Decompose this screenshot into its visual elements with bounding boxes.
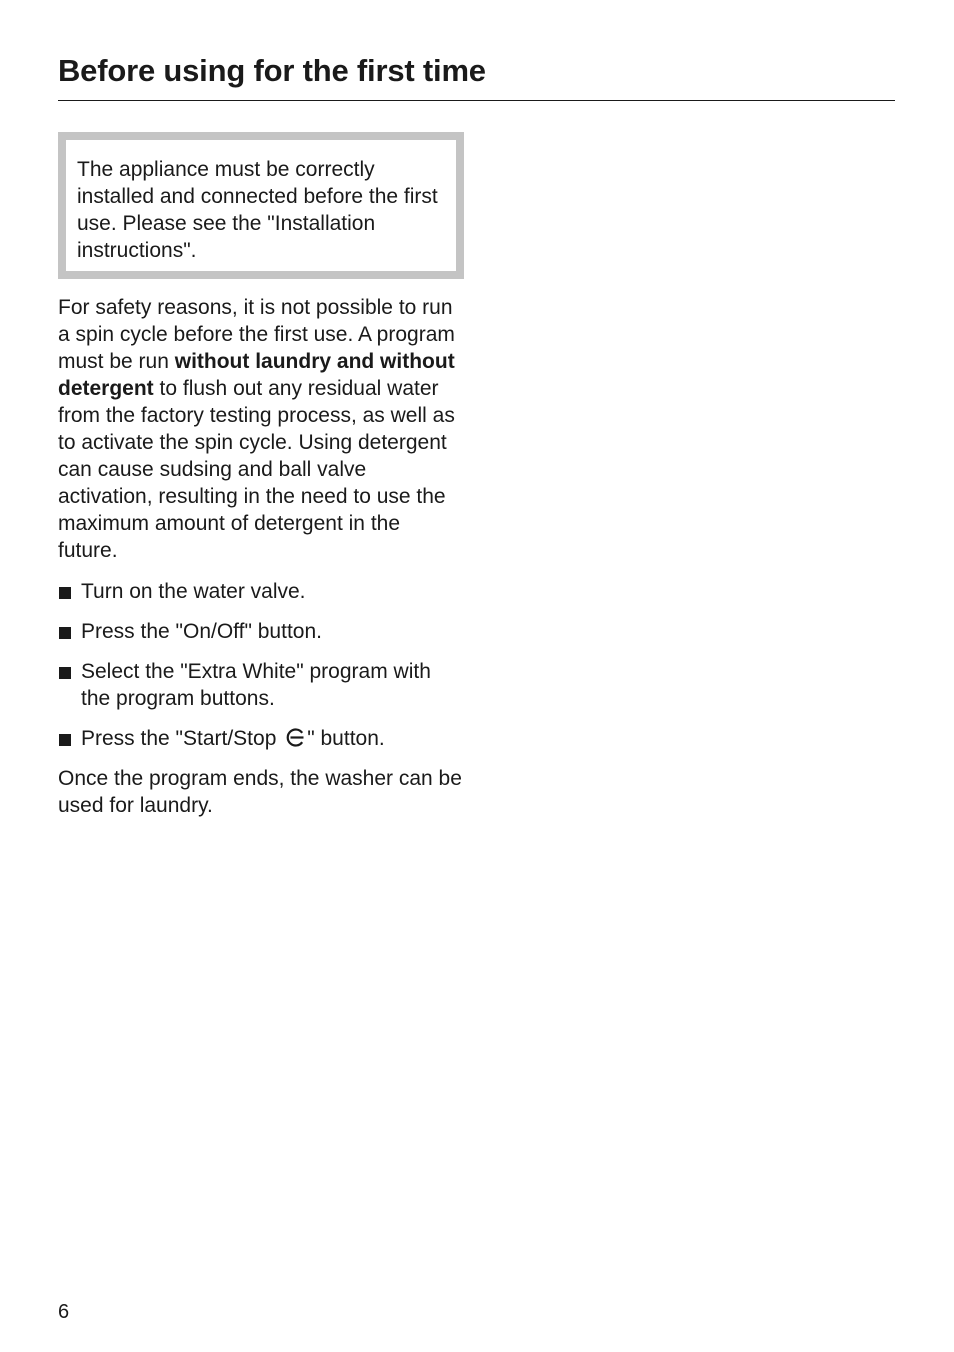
- step-text-before: Press the "Start/Stop: [81, 727, 283, 750]
- step-text: Select the "Extra White" program with the program buttons.: [81, 660, 431, 710]
- step-item: [58, 618, 464, 645]
- main-column: [58, 132, 464, 819]
- step-item: [58, 658, 464, 712]
- intro-text-2: to flush out any residual water from the factory testing process, as well as to activate the spin cycle. Using detergent can cause sudsing and ball valve activation, resulting in the need to use the maximum amount of detergent in the future.: [58, 377, 455, 562]
- step-text: Press the "On/Off" button.: [81, 620, 322, 643]
- square-bullet-icon: [59, 587, 71, 599]
- square-bullet-icon: [59, 627, 71, 639]
- intro-paragraph: [58, 294, 464, 564]
- page-number: 6: [58, 1301, 70, 1323]
- page-title: Before using for the first time: [58, 53, 486, 88]
- square-bullet-icon: [59, 734, 71, 746]
- square-bullet-icon: [59, 667, 71, 679]
- step-item: [58, 725, 464, 752]
- notice-box: [58, 132, 464, 279]
- step-text-after: " button.: [307, 727, 385, 750]
- intro-text-1: For safety reasons, it is not possible to run a spin cycle before the first use. A program must be run: [58, 296, 455, 373]
- step-text: Turn on the water valve.: [81, 580, 306, 603]
- title-divider: [58, 100, 895, 101]
- intro-emphasis: without laundry and without detergent: [58, 350, 455, 400]
- notice-text: The appliance must be correctly installed and connected before the first use. Please see the "Installation instructions".: [77, 158, 438, 262]
- step-item: [58, 578, 464, 605]
- steps-list: [58, 578, 464, 752]
- closing-paragraph: Once the program ends, the washer can be used for laundry.: [58, 767, 462, 817]
- start-stop-icon: [285, 727, 306, 748]
